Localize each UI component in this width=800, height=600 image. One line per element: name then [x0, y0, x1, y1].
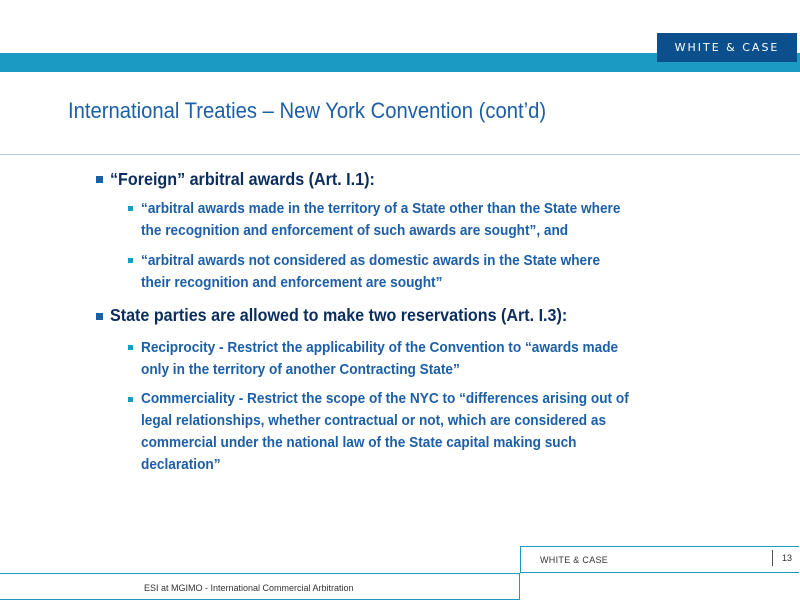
list-item-line: the recognition and enforcement of such awards are sought”, and — [141, 223, 569, 239]
list-item-line: legal relationships, whether contractual or not, which are considered as — [141, 413, 607, 429]
white-case-logo: WHITE & CASE — [657, 33, 797, 62]
list-item-line: declaration” — [141, 457, 221, 473]
square-bullet-icon — [128, 258, 133, 263]
square-bullet-icon — [128, 206, 133, 211]
list-item — [141, 250, 600, 294]
list-item-line: Commerciality - Restrict the scope of the NYC to “differences arising out of — [141, 391, 629, 407]
square-bullet-icon — [128, 397, 133, 402]
slide-title: International Treaties – New York Convention (cont’d) — [68, 98, 547, 123]
list-item — [141, 198, 620, 242]
list-item — [141, 388, 629, 476]
list-item-line: their recognition and enforcement are sought” — [141, 275, 443, 291]
section-heading-reservations: State parties are allowed to make two reservations (Art. I.3): — [110, 305, 568, 325]
footer-divider — [772, 550, 773, 566]
footer-caption: ESI at MGIMO - International Commercial Arbitration — [144, 583, 354, 593]
square-bullet-icon — [96, 313, 103, 320]
footer-firm-name: WHITE & CASE — [540, 555, 609, 565]
list-item-line: commercial under the national law of the State capital making such — [141, 435, 577, 451]
list-item-line: “arbitral awards not considered as domestic awards in the State where — [141, 253, 601, 269]
square-bullet-icon — [96, 176, 103, 183]
section-heading-foreign-awards: “Foreign” arbitral awards (Art. I.1): — [110, 169, 375, 189]
page-number: 13 — [782, 553, 793, 563]
list-item-line: only in the territory of another Contracting State” — [141, 362, 460, 378]
list-item — [141, 337, 618, 381]
list-item-line: Reciprocity - Restrict the applicability of the Convention to “awards made — [141, 340, 619, 356]
title-divider — [0, 154, 800, 155]
list-item-line: “arbitral awards made in the territory of a State other than the State where — [141, 201, 621, 217]
square-bullet-icon — [128, 345, 133, 350]
